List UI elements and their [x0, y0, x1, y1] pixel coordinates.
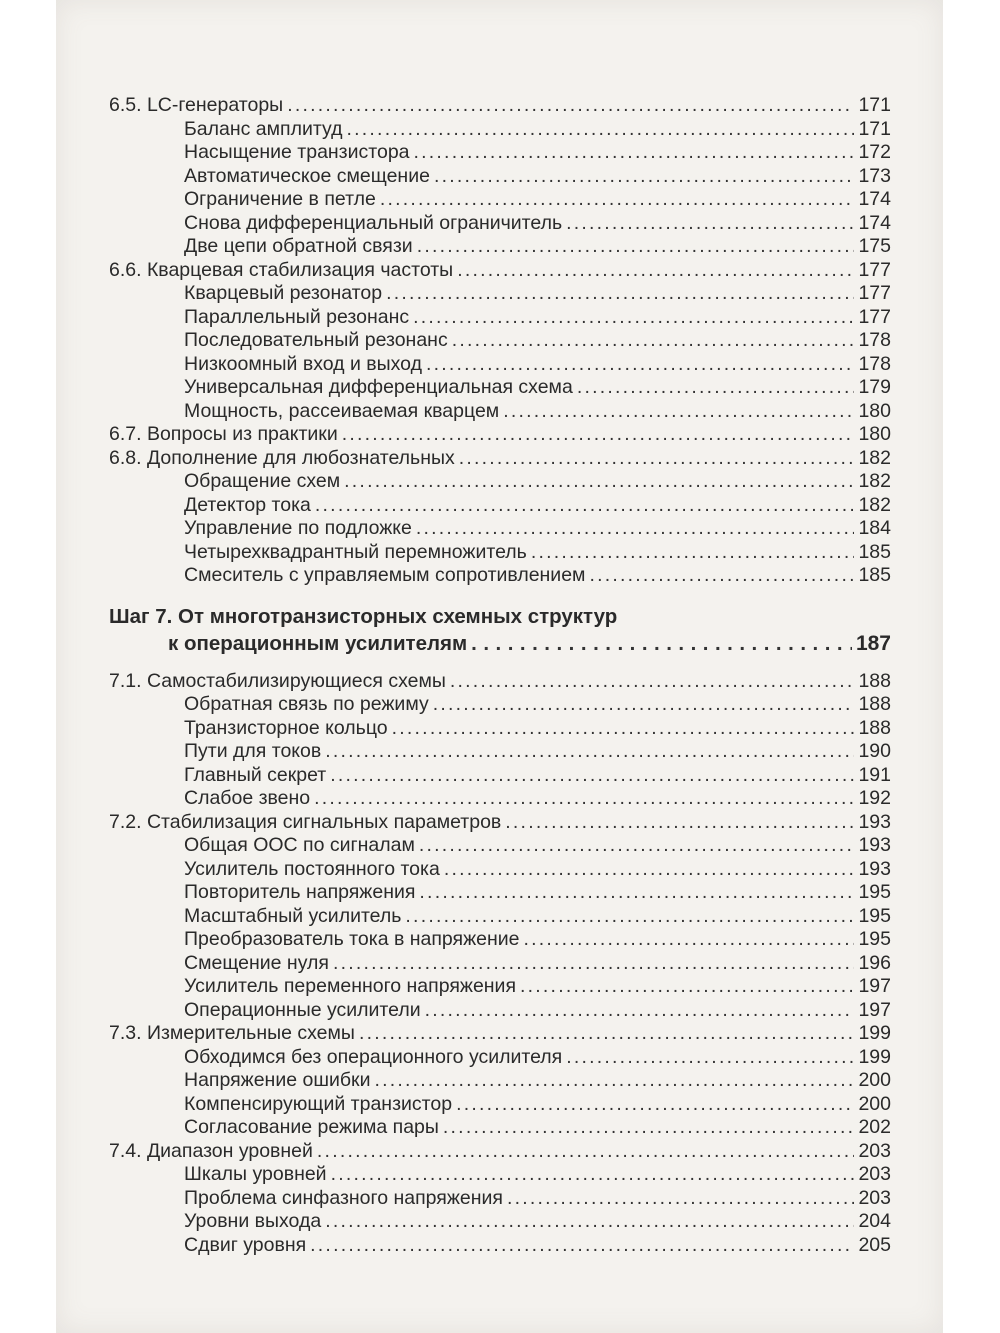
- toc-entry-title: Обходимся без операционного усилителя: [184, 1045, 563, 1068]
- dot-leader: [331, 1163, 855, 1187]
- toc-page-number: 195: [858, 904, 891, 927]
- dot-leader: [443, 1116, 855, 1140]
- toc-page-number: 193: [858, 857, 891, 880]
- chapter-heading-row: [109, 630, 891, 658]
- dot-leader: [457, 259, 854, 283]
- toc-subsection-row: [109, 118, 891, 142]
- toc-entry-title: Ограничение в петле: [184, 188, 376, 210]
- toc-subsection-row: [109, 858, 891, 882]
- toc-subsection-row: [109, 905, 891, 929]
- toc-entry-title: 6.7. Вопросы из практики: [109, 423, 338, 445]
- chapter-heading-line1: Шаг 7. От многотранзисторных схемных структур: [109, 604, 618, 628]
- dot-leader: [342, 423, 855, 447]
- toc-entry-title: Две цепи обратной связи: [184, 235, 413, 257]
- toc-page-number: 182: [858, 493, 891, 516]
- toc-section-row: [109, 1022, 891, 1046]
- toc-entry-title: 7.3. Измерительные схемы: [109, 1022, 355, 1044]
- toc-subsection-row: [109, 928, 891, 952]
- dot-leader: [417, 235, 855, 259]
- toc-page-number: 203: [858, 1186, 891, 1209]
- toc-page-number: 177: [858, 305, 891, 328]
- toc-subsection-row: [109, 400, 891, 424]
- toc-entry-title: Транзисторное кольцо: [184, 716, 388, 739]
- toc-page-number: 178: [858, 352, 891, 375]
- toc-list-chapter-7: [109, 670, 891, 1258]
- toc-subsection-row: [109, 1046, 891, 1070]
- toc-entry-title: Насыщение транзистора: [184, 141, 410, 163]
- toc-entry-title: Управление по подложке: [184, 517, 412, 539]
- toc-page-number: 173: [858, 164, 891, 187]
- toc-page-number: 200: [858, 1069, 891, 1091]
- dot-leader: [459, 447, 855, 471]
- dot-leader: [577, 376, 855, 400]
- toc-subsection-row: [109, 165, 891, 189]
- toc-page-number: 182: [858, 470, 891, 492]
- chapter-heading: [109, 604, 891, 658]
- dot-leader: [503, 400, 854, 424]
- dot-leader: [287, 94, 854, 118]
- toc-subsection-row: [109, 494, 891, 518]
- toc-subsection-row: [109, 1163, 891, 1187]
- dot-leader: [426, 353, 854, 377]
- toc-page-number: 193: [858, 810, 891, 833]
- toc-page-number: 185: [858, 540, 891, 563]
- toc-page-number: 174: [858, 188, 891, 210]
- toc-page-number: 197: [858, 975, 891, 997]
- toc-section-row: [109, 423, 891, 447]
- toc-page-number: 203: [858, 1163, 891, 1185]
- toc-entry-title: Смеситель с управляемым сопротивлением: [184, 564, 586, 586]
- toc-entry-title: Операционные усилители: [184, 998, 421, 1021]
- toc-entry-title: Напряжение ошибки: [184, 1069, 371, 1091]
- dot-leader: [392, 717, 855, 741]
- toc-page-number: 193: [858, 834, 891, 856]
- toc-subsection-row: [109, 834, 891, 858]
- toc-entry-title: Детектор тока: [184, 493, 311, 516]
- toc-entry-title: 6.6. Кварцевая стабилизация частоты: [109, 258, 454, 281]
- toc-entry-title: Общая ООС по сигналам: [184, 834, 415, 856]
- toc-subsection-row: [109, 1093, 891, 1117]
- toc-page-number: 171: [858, 94, 891, 116]
- toc-subsection-row: [109, 1069, 891, 1093]
- toc-subsection-row: [109, 717, 891, 741]
- dot-leader: [310, 1234, 854, 1258]
- dot-leader: [315, 494, 855, 518]
- dot-leader: [325, 740, 854, 764]
- toc-entry-title: Обращение схем: [184, 470, 341, 492]
- dot-leader: [471, 630, 852, 658]
- toc-entry-title: Обратная связь по режиму: [184, 693, 429, 715]
- toc-entry-title: 6.8. Дополнение для любознательных: [109, 446, 455, 469]
- toc-subsection-row: [109, 764, 891, 788]
- toc-entry-title: Кварцевый резонатор: [184, 282, 383, 304]
- toc-page-number: 196: [858, 951, 891, 974]
- toc-entry-title: Уровни выхода: [184, 1210, 322, 1232]
- toc-list-chapter-6: [109, 94, 891, 588]
- dot-leader: [325, 1210, 854, 1234]
- toc-entry-title: 7.2. Стабилизация сигнальных параметров: [109, 810, 502, 833]
- dot-leader: [333, 952, 854, 976]
- toc-page-number: 195: [858, 881, 891, 903]
- toc-page-number: 185: [858, 564, 891, 586]
- toc-entry-title: Проблема синфазного напряжения: [184, 1186, 503, 1209]
- toc-subsection-row: [109, 306, 891, 330]
- toc-section-row: [109, 1140, 891, 1164]
- toc-page-number: 199: [858, 1045, 891, 1068]
- toc-page-number: 182: [858, 446, 891, 469]
- chapter-page-number: 187: [855, 631, 891, 655]
- dot-leader: [505, 811, 854, 835]
- toc-entry-title: Мощность, рассеиваемая кварцем: [184, 399, 500, 422]
- dot-leader: [386, 282, 854, 306]
- dot-leader: [507, 1187, 855, 1211]
- dot-leader: [419, 881, 854, 905]
- toc-entry-title: Слабое звено: [184, 787, 311, 809]
- toc-page-number: 178: [858, 329, 891, 351]
- toc-subsection-row: [109, 188, 891, 212]
- toc-subsection-row: [109, 952, 891, 976]
- toc-page-number: 202: [858, 1116, 891, 1138]
- toc-subsection-row: [109, 517, 891, 541]
- dot-leader: [425, 999, 855, 1023]
- toc-subsection-row: [109, 235, 891, 259]
- toc-section-row: [109, 94, 891, 118]
- toc-section-row: [109, 447, 891, 471]
- dot-leader: [433, 693, 855, 717]
- toc-entry-title: 7.1. Самостабилизирующиеся схемы: [109, 669, 446, 692]
- toc-entry-title: Четырехквадрантный перемножитель: [184, 540, 527, 563]
- dot-leader: [347, 118, 855, 142]
- toc-subsection-row: [109, 353, 891, 377]
- toc-page-number: 197: [858, 998, 891, 1021]
- toc-entry-title: Пути для токов: [184, 740, 322, 762]
- toc-section-row: [109, 670, 891, 694]
- toc-subsection-row: [109, 975, 891, 999]
- toc-subsection-row: [109, 1234, 891, 1258]
- toc-subsection-row: [109, 1116, 891, 1140]
- toc-entry-title: Повторитель напряжения: [184, 881, 416, 903]
- toc-page-number: 190: [858, 740, 891, 762]
- toc-subsection-row: [109, 376, 891, 400]
- toc-entry-title: Параллельный резонанс: [184, 305, 410, 328]
- dot-leader: [405, 905, 854, 929]
- toc-entry-title: Универсальная дифференциальная схема: [184, 376, 573, 398]
- toc-entry-title: 7.4. Диапазон уровней: [109, 1139, 313, 1162]
- dot-leader: [344, 470, 854, 494]
- toc-subsection-row: [109, 787, 891, 811]
- toc-section-row: [109, 811, 891, 835]
- toc-page-number: 180: [858, 423, 891, 445]
- toc-subsection-row: [109, 282, 891, 306]
- toc-entry-title: Согласование режима пары: [184, 1116, 439, 1138]
- toc-subsection-row: [109, 881, 891, 905]
- toc-page-number: 177: [858, 258, 891, 281]
- toc-subsection-row: [109, 1210, 891, 1234]
- toc-entry-title: Усилитель переменного напряжения: [184, 975, 517, 997]
- dot-leader: [444, 858, 855, 882]
- toc-entry-title: Масштабный усилитель: [184, 904, 402, 927]
- toc-page-number: 188: [858, 693, 891, 715]
- toc-entry-title: Сдвиг уровня: [184, 1233, 307, 1256]
- toc-page-number: 184: [858, 517, 891, 539]
- toc-entry-title: Смещение нуля: [184, 951, 329, 974]
- toc-subsection-row: [109, 564, 891, 588]
- toc-page-number: 188: [858, 716, 891, 739]
- toc-entry-title: Снова дифференциальный ограничитель: [184, 211, 563, 234]
- dot-leader: [374, 1069, 854, 1093]
- dot-leader: [413, 306, 854, 330]
- toc-page-number: 171: [858, 117, 891, 140]
- dot-leader: [450, 670, 855, 694]
- dot-leader: [414, 141, 855, 165]
- toc-page-number: 188: [858, 669, 891, 692]
- toc-page-number: 175: [858, 235, 891, 257]
- dot-leader: [419, 834, 855, 858]
- dot-leader: [359, 1022, 855, 1046]
- toc-entry-title: Последовательный резонанс: [184, 329, 448, 351]
- toc-page-number: 195: [858, 928, 891, 950]
- dot-leader: [456, 1093, 854, 1117]
- dot-leader: [452, 329, 855, 353]
- toc-subsection-row: [109, 541, 891, 565]
- toc-entry-title: Баланс амплитуд: [184, 117, 343, 140]
- toc-page-number: 180: [858, 399, 891, 422]
- toc-entry-title: Автоматическое смещение: [184, 164, 430, 187]
- dot-leader: [434, 165, 855, 189]
- dot-leader: [589, 564, 854, 588]
- toc-subsection-row: [109, 329, 891, 353]
- table-of-contents: [109, 94, 891, 1257]
- dot-leader: [314, 787, 854, 811]
- dot-leader: [520, 975, 854, 999]
- toc-subsection-row: [109, 693, 891, 717]
- toc-page-number: 191: [858, 763, 891, 786]
- toc-subsection-row: [109, 999, 891, 1023]
- dot-leader: [330, 764, 854, 788]
- toc-subsection-row: [109, 470, 891, 494]
- toc-entry-title: Низкоомный вход и выход: [184, 352, 422, 375]
- dot-leader: [524, 928, 855, 952]
- toc-page-number: 172: [858, 141, 891, 163]
- toc-page-number: 203: [858, 1139, 891, 1162]
- toc-subsection-row: [109, 212, 891, 236]
- dot-leader: [317, 1140, 855, 1164]
- toc-entry-title: Усилитель постоянного тока: [184, 857, 440, 880]
- toc-subsection-row: [109, 1187, 891, 1211]
- toc-section-row: [109, 259, 891, 283]
- toc-page-number: 179: [858, 376, 891, 398]
- toc-entry-title: Шкалы уровней: [184, 1163, 327, 1185]
- dot-leader: [531, 541, 855, 565]
- toc-subsection-row: [109, 740, 891, 764]
- toc-page-number: 199: [858, 1022, 891, 1044]
- toc-entry-title: 6.5. LC-генераторы: [109, 94, 284, 116]
- toc-page-number: 177: [858, 282, 891, 304]
- toc-entry-title: Компенсирующий транзистор: [184, 1092, 453, 1115]
- dot-leader: [380, 188, 855, 212]
- toc-entry-title: Преобразователь тока в напряжение: [184, 928, 520, 950]
- toc-subsection-row: [109, 141, 891, 165]
- toc-page-number: 192: [858, 787, 891, 809]
- toc-page-number: 205: [858, 1233, 891, 1256]
- dot-leader: [416, 517, 855, 541]
- toc-entry-title: Главный секрет: [184, 763, 327, 786]
- dot-leader: [566, 1046, 854, 1070]
- toc-page-number: 174: [858, 211, 891, 234]
- toc-page-number: 204: [858, 1210, 891, 1232]
- toc-page-number: 200: [858, 1092, 891, 1115]
- chapter-heading-line2: к операционным усилителям: [168, 631, 468, 655]
- dot-leader: [566, 212, 854, 236]
